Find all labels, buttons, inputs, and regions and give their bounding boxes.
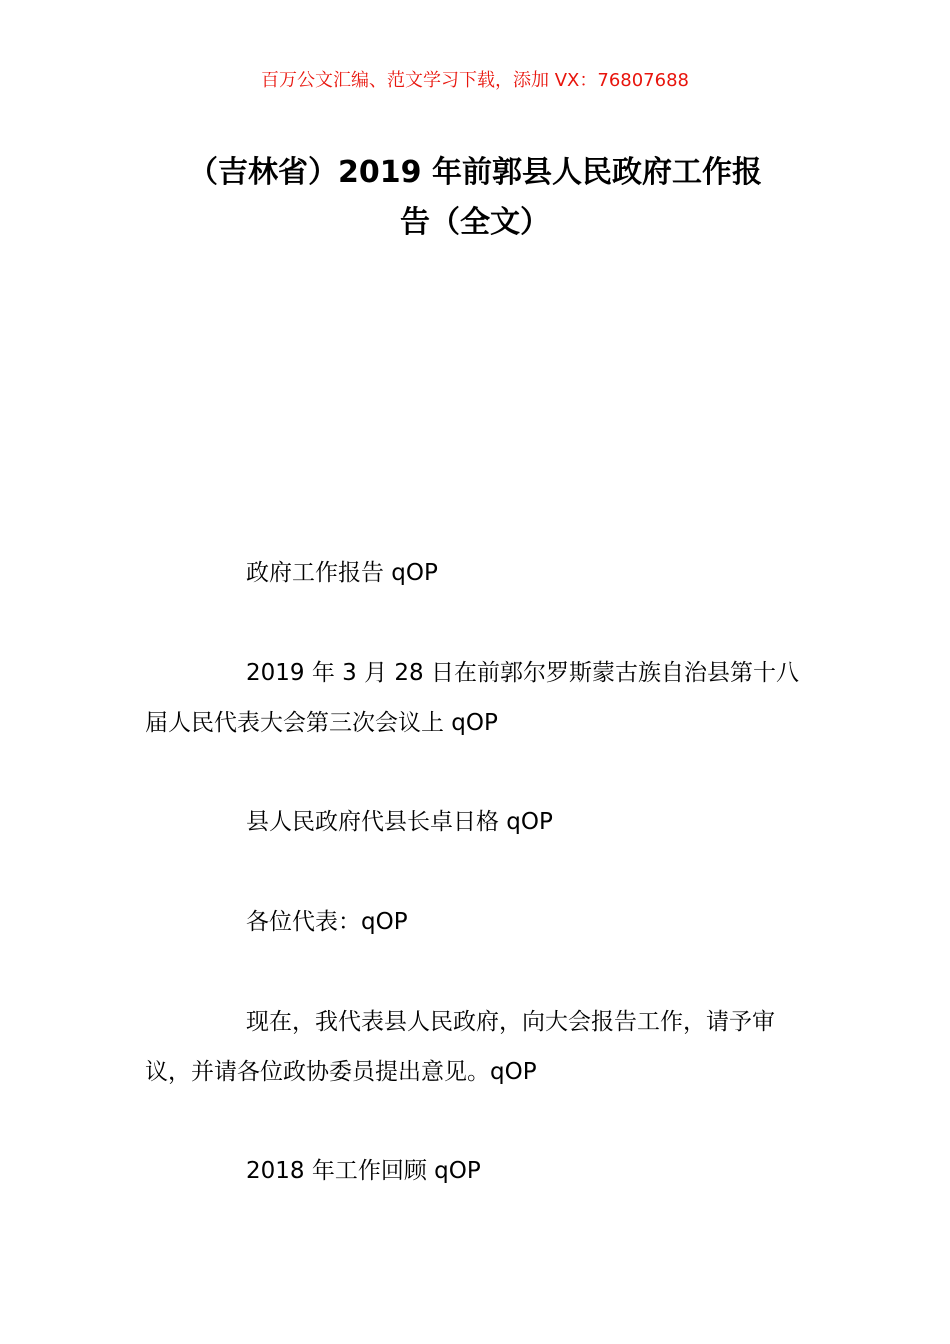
paragraph-intro: 现在，我代表县人民政府，向大会报告工作，请予审议，并请各位政协委员提出意见。qOP bbox=[145, 1009, 775, 1085]
title-line-2: 告（全文） bbox=[400, 205, 550, 240]
header-promo-note: 百万公文汇编、范文学习下载，添加 VX：76807688 bbox=[261, 70, 689, 91]
title-line-1: （吉林省）2019 年前郭县人民政府工作报 bbox=[188, 155, 762, 190]
paragraph-section-heading: 2018 年工作回顾 qOP bbox=[246, 1158, 481, 1184]
document-title bbox=[145, 148, 805, 248]
paragraph-report-heading: 政府工作报告 qOP bbox=[246, 560, 438, 586]
paragraph-speaker: 县人民政府代县长卓日格 qOP bbox=[246, 809, 553, 835]
paragraph-meeting-info: 2019 年 3 月 28 日在前郭尔罗斯蒙古族自治县第十八届人民代表大会第三次会议上 qOP bbox=[145, 660, 799, 736]
paragraph-salutation: 各位代表：qOP bbox=[246, 909, 408, 935]
